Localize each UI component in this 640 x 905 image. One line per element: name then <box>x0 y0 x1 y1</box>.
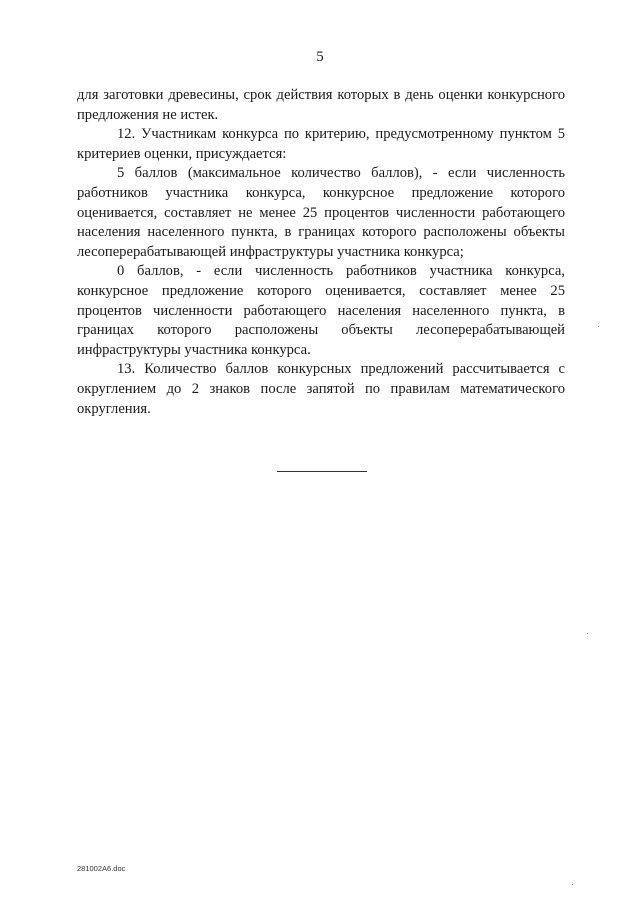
page-number: 5 <box>316 49 324 65</box>
scan-speck <box>572 884 573 885</box>
footer-filename: 281002A6.doc <box>77 864 126 873</box>
end-divider-line <box>277 471 367 472</box>
document-body <box>77 86 565 419</box>
paragraph-0-points: 0 баллов, - если численность работников участника конкурса, конкурсное предложение которого оценивается, составляет менее 25 процентов численности работающего населения населенного пункта, в границах которого расположены объекты лесоперерабатывающей инфраструктуры участника конкурса. <box>77 263 565 358</box>
scan-speck <box>598 326 599 327</box>
paragraph-continuation: для заготовки древесины, срок действия которых в день оценки конкурсного предложения не истек. <box>77 87 565 123</box>
paragraph-item-12: 12. Участникам конкурса по критерию, предусмотренному пунктом 5 критериев оценки, присуждается: <box>77 126 565 162</box>
paragraph-item-13: 13. Количество баллов конкурсных предложений рассчитывается с округлением до 2 знаков после запятой по правилам математического округления. <box>77 361 565 417</box>
scan-speck <box>587 633 588 634</box>
paragraph-5-points: 5 баллов (максимальное количество баллов), - если численность работников участника конкурса, конкурсное предложение которого оценивается, составляет не менее 25 процентов численности работающего населения населенного пункта, в границах которого расположены объекты лесоперерабатывающей инфраструктуры участника конкурса; <box>77 165 565 260</box>
